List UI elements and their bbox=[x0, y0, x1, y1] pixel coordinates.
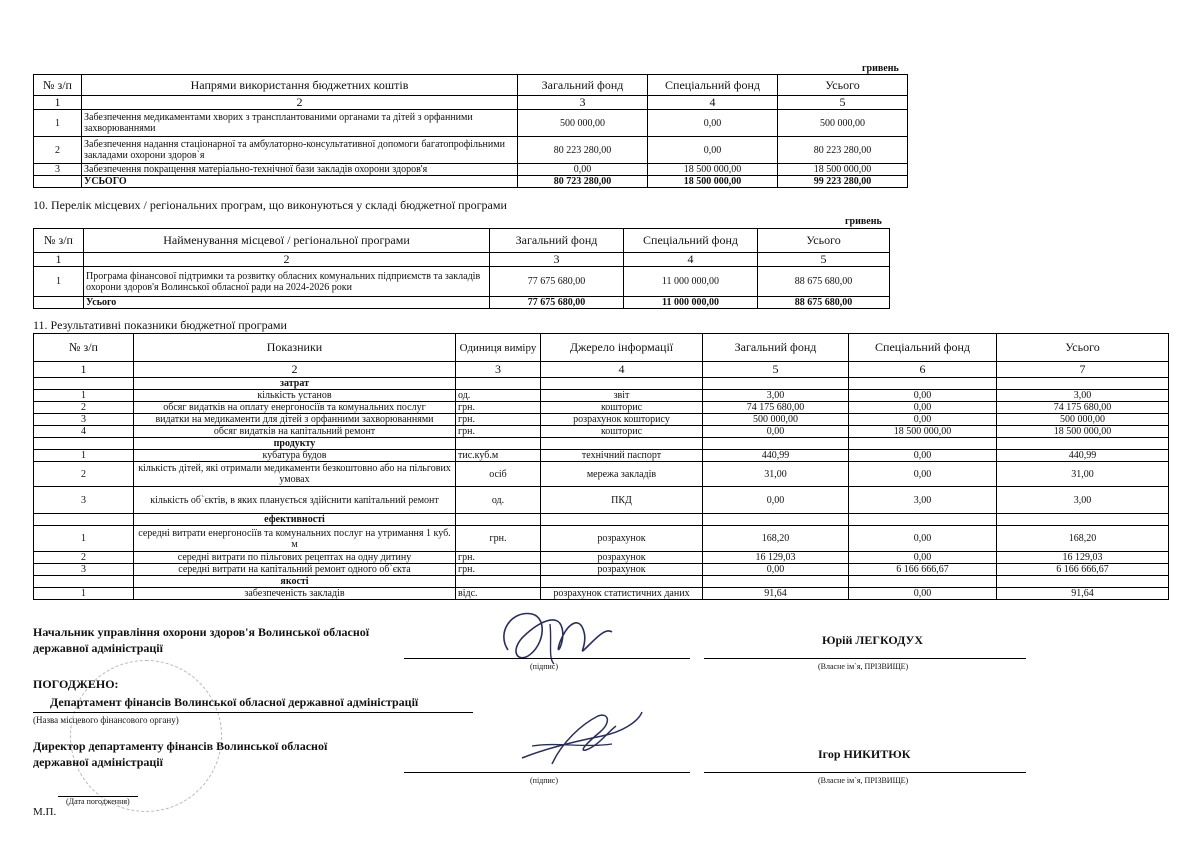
section11-header-indicator: Показники bbox=[134, 334, 456, 362]
row-source: розрахунок кошторису bbox=[541, 414, 703, 426]
row-indicator: кількість об`єктів, в яких планується здійснити капітальний ремонт bbox=[134, 487, 456, 514]
section10-header-gen: Загальний фонд bbox=[490, 229, 624, 253]
section11-colnum: 2 bbox=[134, 362, 456, 378]
row-source: розрахунок статистичних даних bbox=[541, 588, 703, 600]
row-special-fund: 0,00 bbox=[849, 552, 997, 564]
section11-header-total: Усього bbox=[997, 334, 1169, 362]
section10-colnum: 2 bbox=[84, 253, 490, 267]
total-special-fund: 18 500 000,00 bbox=[648, 176, 778, 188]
row-general-fund: 77 675 680,00 bbox=[490, 267, 624, 297]
row-general-fund: 0,00 bbox=[703, 426, 849, 438]
row-total: 168,20 bbox=[997, 526, 1169, 552]
row-number: 3 bbox=[34, 164, 82, 176]
table-row bbox=[34, 564, 1169, 576]
director-signature-line bbox=[404, 772, 690, 773]
row-special-fund: 0,00 bbox=[849, 402, 997, 414]
row-total: 500 000,00 bbox=[997, 414, 1169, 426]
group-title: ефективності bbox=[134, 514, 456, 526]
row-total: 80 223 280,00 bbox=[778, 137, 908, 164]
row-special-fund: 0,00 bbox=[849, 462, 997, 487]
row-unit: грн. bbox=[456, 526, 541, 552]
row-number: 1 bbox=[34, 526, 134, 552]
section10-colnum: 3 bbox=[490, 253, 624, 267]
table-row bbox=[34, 487, 1169, 514]
group-row bbox=[34, 378, 1169, 390]
head-title bbox=[33, 624, 453, 656]
regional-programs-table bbox=[33, 228, 890, 309]
row-general-fund: 0,00 bbox=[703, 564, 849, 576]
total-label: УСЬОГО bbox=[82, 176, 518, 188]
row-general-fund: 0,00 bbox=[518, 164, 648, 176]
row-special-fund: 18 500 000,00 bbox=[648, 164, 778, 176]
row-special-fund: 0,00 bbox=[849, 390, 997, 402]
table-row bbox=[34, 402, 1169, 414]
row-number: 4 bbox=[34, 426, 134, 438]
head-title-line2: державної адміністрації bbox=[33, 641, 163, 655]
table1-colnum: 2 bbox=[82, 96, 518, 110]
section11-colnum: 4 bbox=[541, 362, 703, 378]
director-name-line bbox=[704, 772, 1026, 773]
group-title: продукту bbox=[134, 438, 456, 450]
row-special-fund: 11 000 000,00 bbox=[624, 267, 758, 297]
row-total: 6 166 666,67 bbox=[997, 564, 1169, 576]
group-row bbox=[34, 576, 1169, 588]
row-total: 18 500 000,00 bbox=[997, 426, 1169, 438]
row-name: Програма фінансової підтримки та розвитку обласних комунальних підприємств та закладів охорони здоров'я Волинської обласної ради на 2024-2026 роки bbox=[84, 267, 490, 297]
row-unit: тис.куб.м bbox=[456, 450, 541, 462]
row-total: 440,99 bbox=[997, 450, 1169, 462]
section11-colnum: 1 bbox=[34, 362, 134, 378]
section10-title: 10. Перелік місцевих / регіональних програм, що виконуються у складі бюджетної програми bbox=[33, 198, 507, 212]
head-signature-line bbox=[404, 658, 690, 659]
row-indicator: кубатура будов bbox=[134, 450, 456, 462]
row-source: розрахунок bbox=[541, 564, 703, 576]
row-total: 16 129,03 bbox=[997, 552, 1169, 564]
total-row bbox=[34, 297, 890, 309]
table-row bbox=[34, 390, 1169, 402]
director-name: Ігор НИКИТЮК bbox=[818, 747, 911, 761]
seal-label: М.П. bbox=[33, 806, 57, 818]
row-unit: грн. bbox=[456, 426, 541, 438]
section11-colnum: 6 bbox=[849, 362, 997, 378]
total-total: 99 223 280,00 bbox=[778, 176, 908, 188]
row-source: кошторис bbox=[541, 426, 703, 438]
director-title-line2: державної адміністрації bbox=[33, 755, 163, 769]
row-special-fund: 0,00 bbox=[648, 137, 778, 164]
finance-dept: Департамент фінансів Волинської обласної державної адміністрації bbox=[50, 695, 419, 709]
section11-header-num: № з/п bbox=[34, 334, 134, 362]
section11-header-source: Джерело інформації bbox=[541, 334, 703, 362]
row-special-fund: 6 166 666,67 bbox=[849, 564, 997, 576]
row-special-fund: 0,00 bbox=[849, 414, 997, 426]
table1-unit: гривень bbox=[862, 63, 899, 74]
row-indicator: кількість дітей, які отримали медикаменти безкоштовно або на пільгових умовах bbox=[134, 462, 456, 487]
section10-colnum: 4 bbox=[624, 253, 758, 267]
total-general-fund: 80 723 280,00 bbox=[518, 176, 648, 188]
table-row bbox=[34, 164, 908, 176]
row-general-fund: 31,00 bbox=[703, 462, 849, 487]
row-source: розрахунок bbox=[541, 552, 703, 564]
row-total: 31,00 bbox=[997, 462, 1169, 487]
table1-header-gen: Загальний фонд bbox=[518, 75, 648, 96]
row-general-fund: 168,20 bbox=[703, 526, 849, 552]
row-unit: од. bbox=[456, 487, 541, 514]
section11-header-unit: Одиниця виміру bbox=[456, 334, 541, 362]
table1-header-spec: Спеціальний фонд bbox=[648, 75, 778, 96]
row-unit: грн. bbox=[456, 552, 541, 564]
director-name-caption: (Власне ім`я, ПРІЗВИЩЕ) bbox=[818, 776, 909, 785]
table-row bbox=[34, 267, 890, 297]
director-signature-caption: (підпис) bbox=[530, 776, 559, 785]
row-general-fund: 91,64 bbox=[703, 588, 849, 600]
row-number: 3 bbox=[34, 414, 134, 426]
row-special-fund: 18 500 000,00 bbox=[849, 426, 997, 438]
row-total: 88 675 680,00 bbox=[758, 267, 890, 297]
row-special-fund: 0,00 bbox=[648, 110, 778, 137]
row-unit: відс. bbox=[456, 588, 541, 600]
table-row bbox=[34, 588, 1169, 600]
row-general-fund: 0,00 bbox=[703, 487, 849, 514]
row-indicator: кількість установ bbox=[134, 390, 456, 402]
row-special-fund: 3,00 bbox=[849, 487, 997, 514]
section10-colnum: 1 bbox=[34, 253, 84, 267]
head-name-caption: (Власне ім`я, ПРІЗВИЩЕ) bbox=[818, 662, 909, 671]
section10-header-total: Усього bbox=[758, 229, 890, 253]
table1-colnum: 4 bbox=[648, 96, 778, 110]
row-source: мережа закладів bbox=[541, 462, 703, 487]
group-title: якості bbox=[134, 576, 456, 588]
agreed-label: ПОГОДЖЕНО: bbox=[33, 677, 119, 691]
row-total: 500 000,00 bbox=[778, 110, 908, 137]
table-row bbox=[34, 552, 1169, 564]
head-signature-caption: (підпис) bbox=[530, 662, 559, 671]
section10-unit: гривень bbox=[845, 216, 882, 227]
director-title bbox=[33, 738, 453, 770]
row-number: 3 bbox=[34, 487, 134, 514]
row-name: Забезпечення надання стаціонарної та амбулаторно-консультативної допомоги багатопрофільними закладами охорони здоров`я bbox=[82, 137, 518, 164]
total-label: Усього bbox=[84, 297, 490, 309]
row-total: 3,00 bbox=[997, 487, 1169, 514]
row-indicator: середні витрати енергоносіїв та комунальних послуг на утримання 1 куб. м bbox=[134, 526, 456, 552]
row-number: 1 bbox=[34, 450, 134, 462]
row-number: 2 bbox=[34, 462, 134, 487]
row-indicator: середні витрати по пільгових рецептах на одну дитину bbox=[134, 552, 456, 564]
finance-dept-caption: (Назва місцевого фінансового органу) bbox=[33, 715, 179, 725]
row-indicator: видатки на медикаменти для дітей з орфанними захворюваннями bbox=[134, 414, 456, 426]
row-unit: осіб bbox=[456, 462, 541, 487]
row-number: 1 bbox=[34, 110, 82, 137]
table-row bbox=[34, 526, 1169, 552]
row-number: 1 bbox=[34, 267, 84, 297]
table-row bbox=[34, 414, 1169, 426]
row-general-fund: 440,99 bbox=[703, 450, 849, 462]
section10-header-name: Найменування місцевої / регіональної програми bbox=[84, 229, 490, 253]
table-row bbox=[34, 137, 908, 164]
total-row bbox=[34, 176, 908, 188]
group-title: затрат bbox=[134, 378, 456, 390]
table-row bbox=[34, 462, 1169, 487]
head-name-line bbox=[704, 658, 1026, 659]
row-unit: од. bbox=[456, 390, 541, 402]
group-row bbox=[34, 514, 1169, 526]
row-unit: грн. bbox=[456, 414, 541, 426]
section10-header-num: № з/п bbox=[34, 229, 84, 253]
finance-dept-line bbox=[33, 712, 473, 713]
row-number: 2 bbox=[34, 552, 134, 564]
table-row bbox=[34, 110, 908, 137]
row-unit: грн. bbox=[456, 564, 541, 576]
group-row bbox=[34, 438, 1169, 450]
section11-header-gen: Загальний фонд bbox=[703, 334, 849, 362]
head-title-line1: Начальник управління охорони здоров'я Волинської обласної bbox=[33, 625, 370, 639]
table1-header-total: Усього bbox=[778, 75, 908, 96]
row-number: 2 bbox=[34, 137, 82, 164]
director-signature bbox=[512, 702, 652, 772]
row-number: 1 bbox=[34, 588, 134, 600]
total-total: 88 675 680,00 bbox=[758, 297, 890, 309]
row-name: Забезпечення покращення матеріально-технічної бази закладів охорони здоров'я bbox=[82, 164, 518, 176]
section11-title: 11. Результативні показники бюджетної програми bbox=[33, 318, 287, 332]
table-row bbox=[34, 450, 1169, 462]
row-total: 74 175 680,00 bbox=[997, 402, 1169, 414]
date-caption: (Дата погодження) bbox=[66, 797, 130, 806]
row-name: Забезпечення медикаментами хворих з трансплантованими органами та дітей з орфанними захворюваннями bbox=[82, 110, 518, 137]
row-number: 1 bbox=[34, 390, 134, 402]
row-source: технічний паспорт bbox=[541, 450, 703, 462]
row-total: 3,00 bbox=[997, 390, 1169, 402]
row-general-fund: 3,00 bbox=[703, 390, 849, 402]
row-special-fund: 0,00 bbox=[849, 588, 997, 600]
row-total: 91,64 bbox=[997, 588, 1169, 600]
section11-colnum: 7 bbox=[997, 362, 1169, 378]
row-number: 3 bbox=[34, 564, 134, 576]
row-unit: грн. bbox=[456, 402, 541, 414]
row-number: 2 bbox=[34, 402, 134, 414]
director-title-line1: Директор департаменту фінансів Волинської обласної bbox=[33, 739, 328, 753]
row-source: звіт bbox=[541, 390, 703, 402]
section10-header-spec: Спеціальний фонд bbox=[624, 229, 758, 253]
performance-indicators-table bbox=[33, 333, 1169, 600]
row-indicator: обсяг видатків на капітальний ремонт bbox=[134, 426, 456, 438]
row-indicator: середні витрати на капітальний ремонт одного об`єкта bbox=[134, 564, 456, 576]
row-source: ПКД bbox=[541, 487, 703, 514]
table-row bbox=[34, 426, 1169, 438]
table1-colnum: 1 bbox=[34, 96, 82, 110]
row-general-fund: 16 129,03 bbox=[703, 552, 849, 564]
row-general-fund: 74 175 680,00 bbox=[703, 402, 849, 414]
row-general-fund: 80 223 280,00 bbox=[518, 137, 648, 164]
row-special-fund: 0,00 bbox=[849, 526, 997, 552]
row-source: кошторис bbox=[541, 402, 703, 414]
row-general-fund: 500 000,00 bbox=[518, 110, 648, 137]
row-indicator: обсяг видатків на оплату енергоносіїв та комунальних послуг bbox=[134, 402, 456, 414]
section11-colnum: 3 bbox=[456, 362, 541, 378]
table1-colnum: 5 bbox=[778, 96, 908, 110]
section10-colnum: 5 bbox=[758, 253, 890, 267]
total-special-fund: 11 000 000,00 bbox=[624, 297, 758, 309]
total-general-fund: 77 675 680,00 bbox=[490, 297, 624, 309]
section11-colnum: 5 bbox=[703, 362, 849, 378]
table1-colnum: 3 bbox=[518, 96, 648, 110]
row-general-fund: 500 000,00 bbox=[703, 414, 849, 426]
row-total: 18 500 000,00 bbox=[778, 164, 908, 176]
row-source: розрахунок bbox=[541, 526, 703, 552]
row-special-fund: 0,00 bbox=[849, 450, 997, 462]
section11-header-spec: Спеціальний фонд bbox=[849, 334, 997, 362]
row-indicator: забезпеченість закладів bbox=[134, 588, 456, 600]
table1-header-num: № з/п bbox=[34, 75, 82, 96]
table1-header-name: Напрями використання бюджетних коштів bbox=[82, 75, 518, 96]
head-name: Юрій ЛЕГКОДУХ bbox=[822, 633, 924, 647]
budget-directions-table bbox=[33, 74, 908, 188]
